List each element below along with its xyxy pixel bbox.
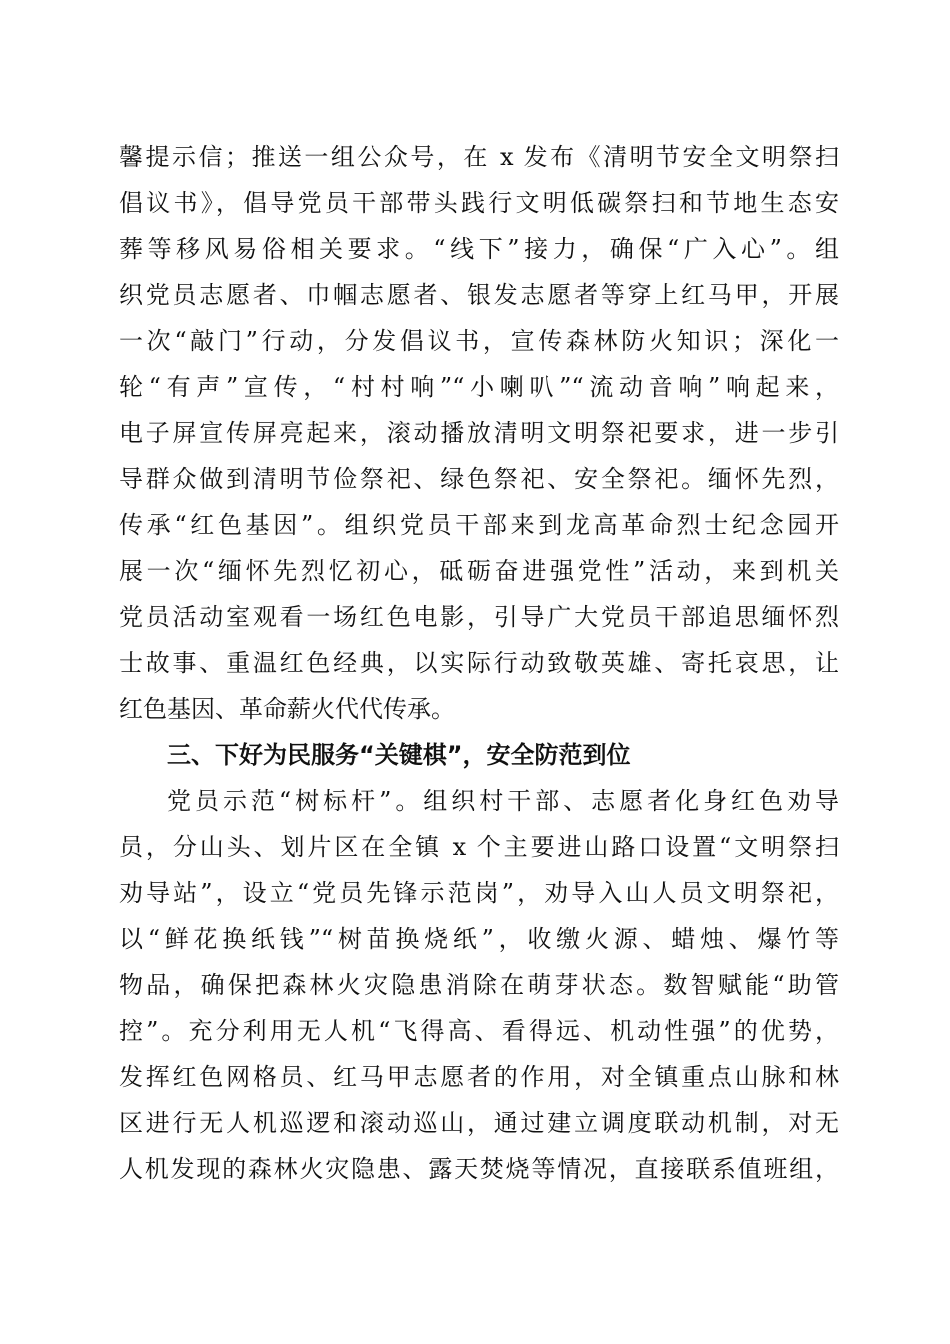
paragraph-line: 导群众做到清明节俭祭祀、绿色祭祀、安全祭祀。缅怀先烈， — [119, 465, 839, 493]
section-heading: 三、下好为民服务“关键棋”，安全防范到位 — [167, 741, 631, 769]
paragraph-line: 展一次“缅怀先烈忆初心，砥砺奋进强党性”活动，来到机关 — [119, 557, 839, 585]
paragraph-1 — [119, 134, 839, 732]
paragraph-line: 控”。充分利用无人机“飞得高、看得远、机动性强”的优势， — [119, 1017, 839, 1045]
paragraph-line: 红色基因、革命薪火代代传承。 — [119, 695, 455, 723]
paragraph-line: 劝导站”，设立“党员先锋示范岗”，劝导入山人员文明祭祀， — [119, 879, 839, 907]
paragraph-line: 馨提示信；推送一组公众号，在 x 发布《清明节安全文明祭扫 — [119, 143, 839, 171]
paragraph-line: 员，分山头、划片区在全镇 x 个主要进山路口设置“文明祭扫 — [119, 833, 839, 861]
document-body — [119, 134, 839, 1192]
paragraph-line: 物品，确保把森林火灾隐患消除在萌芽状态。数智赋能“助管 — [119, 971, 839, 999]
paragraph-line: 一次“敲门”行动，分发倡议书，宣传森林防火知识；深化一 — [119, 327, 839, 355]
paragraph-2 — [119, 778, 839, 1192]
paragraph-line: 轮“有声”宣传，“村村响”“小喇叭”“流动音响”响起来， — [119, 373, 839, 401]
paragraph-line: 电子屏宣传屏亮起来，滚动播放清明文明祭祀要求，进一步引 — [119, 419, 839, 447]
paragraph-line: 区进行无人机巡逻和滚动巡山，通过建立调度联动机制，对无 — [119, 1109, 839, 1137]
paragraph-line: 传承“红色基因”。组织党员干部来到龙高革命烈士纪念园开 — [119, 511, 839, 539]
paragraph-line: 发挥红色网格员、红马甲志愿者的作用，对全镇重点山脉和林 — [119, 1063, 839, 1091]
paragraph-line: 织党员志愿者、巾帼志愿者、银发志愿者等穿上红马甲，开展 — [119, 281, 839, 309]
paragraph-line: 葬等移风易俗相关要求。“线下”接力，确保“广入心”。组 — [119, 235, 839, 263]
paragraph-line: 倡议书》，倡导党员干部带头践行文明低碳祭扫和节地生态安 — [119, 189, 839, 217]
paragraph-line: 党员活动室观看一场红色电影，引导广大党员干部追思缅怀烈 — [119, 603, 839, 631]
paragraph-line: 人机发现的森林火灾隐患、露天焚烧等情况，直接联系值班组， — [119, 1155, 839, 1183]
paragraph-line: 党员示范“树标杆”。组织村干部、志愿者化身红色劝导 — [167, 787, 839, 815]
paragraph-line: 以“鲜花换纸钱”“树苗换烧纸”，收缴火源、蜡烛、爆竹等 — [119, 925, 839, 953]
paragraph-line: 士故事、重温红色经典，以实际行动致敬英雄、寄托哀思，让 — [119, 649, 839, 677]
